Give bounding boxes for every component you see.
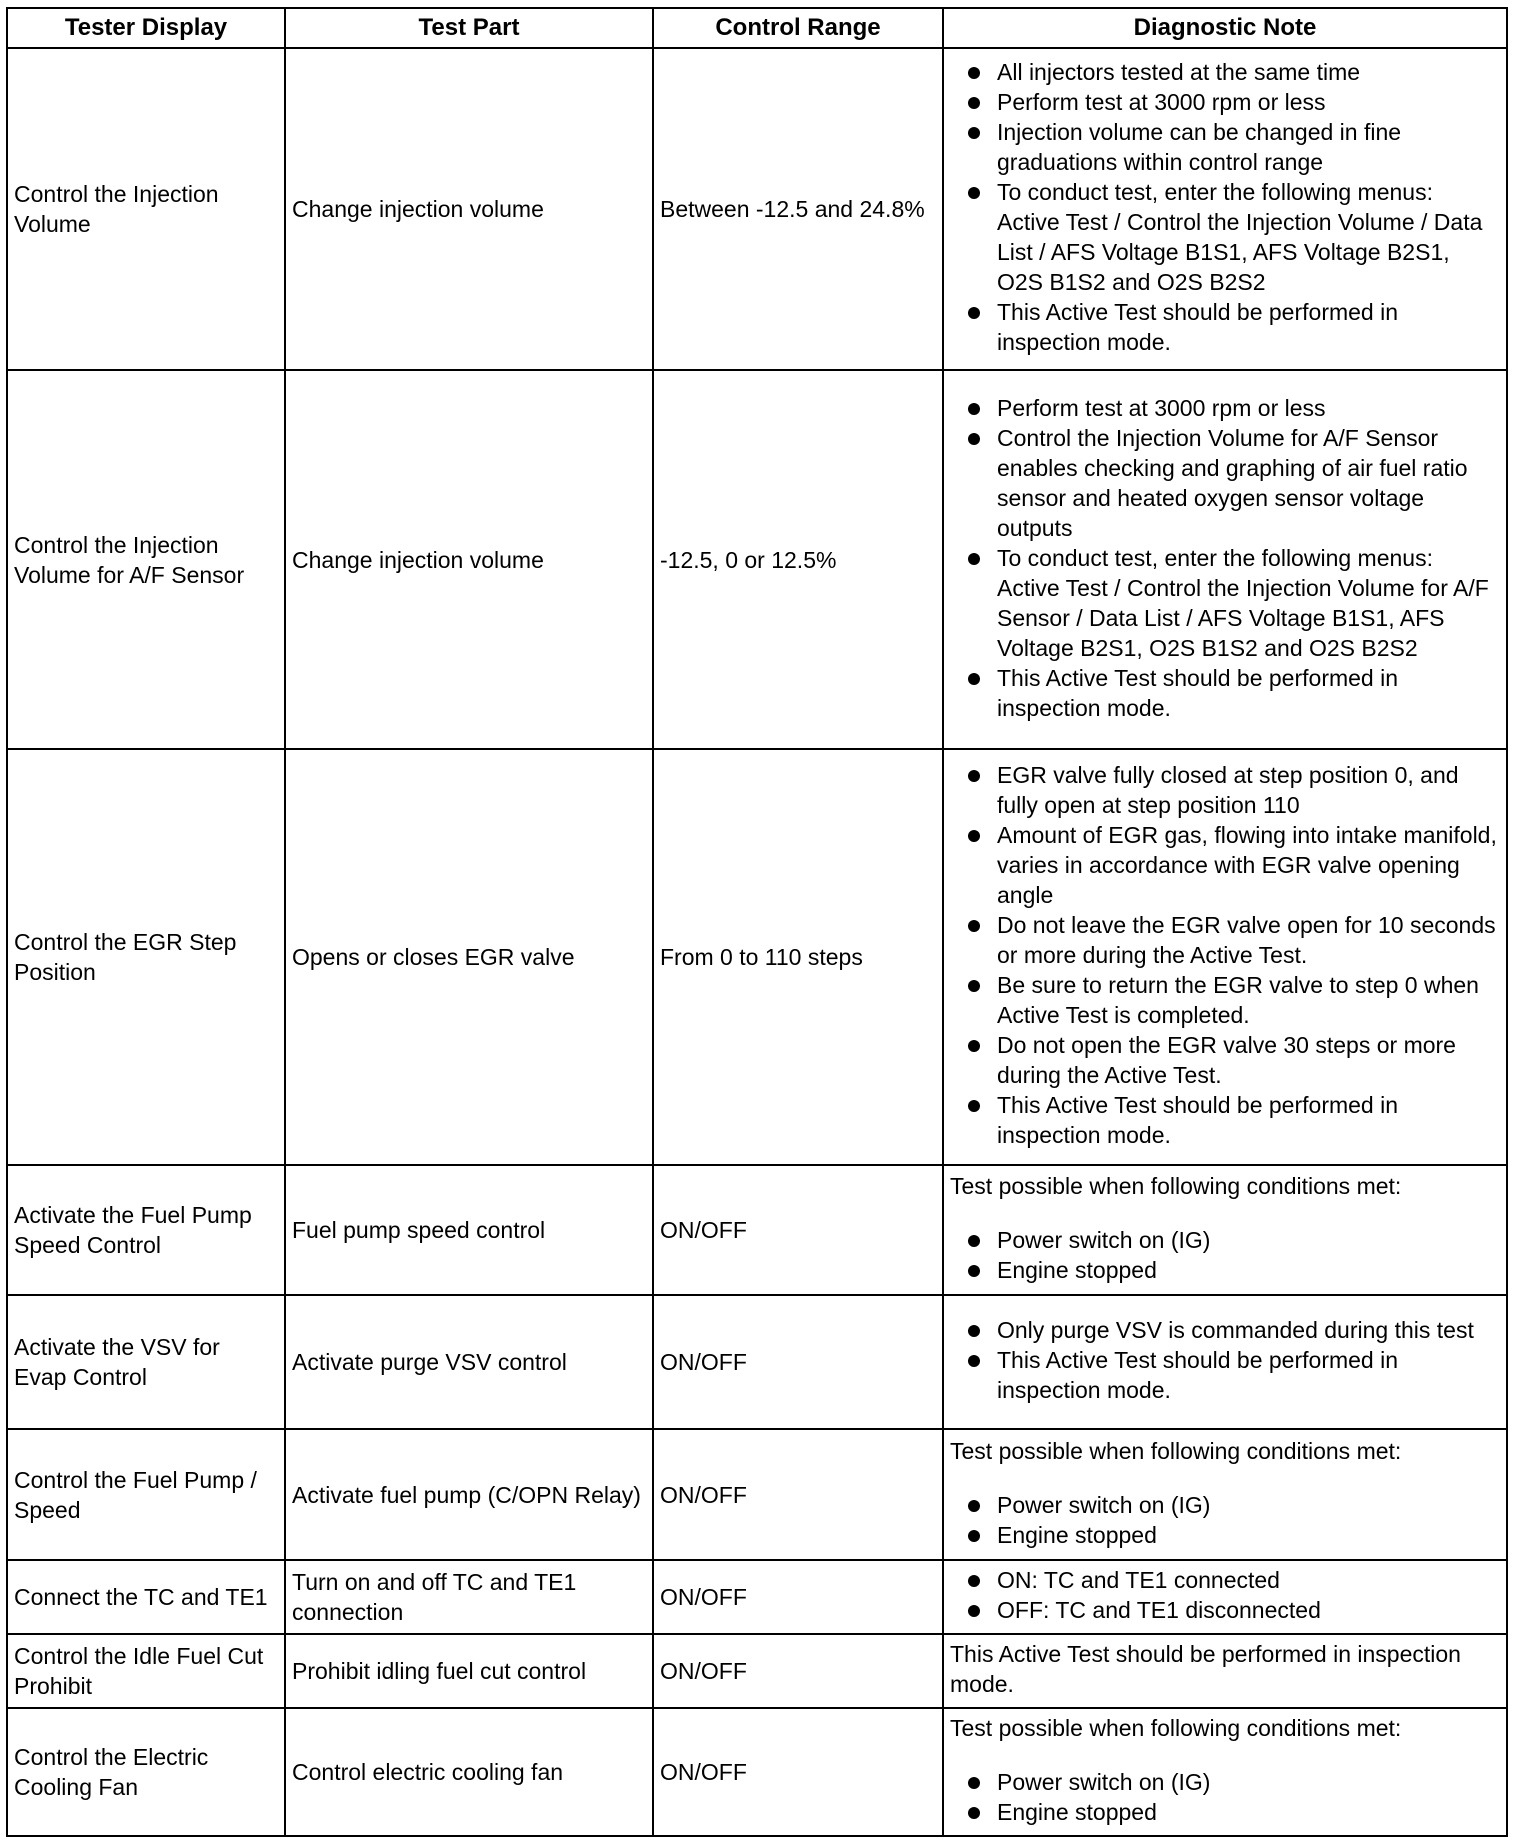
diagnostic-note-cell (943, 1295, 1507, 1429)
active-test-table (6, 7, 1508, 1837)
diagnostic-note-cell (943, 1429, 1507, 1560)
header-row (7, 8, 1507, 48)
header-control-range: Control Range (653, 8, 943, 48)
test-part-cell: Change injection volume (285, 370, 653, 749)
note-bullet-list (950, 760, 1500, 1150)
diagnostic-note-cell (943, 749, 1507, 1165)
header-diagnostic-note: Diagnostic Note (943, 8, 1507, 48)
note-bullet-item: Be sure to return the EGR valve to step 0 when Active Test is completed. (950, 970, 1500, 1030)
note-bullet-item: Power switch on (IG) (950, 1225, 1500, 1255)
tester-display-cell: Activate the VSV for Evap Control (7, 1295, 285, 1429)
header-test-part: Test Part (285, 8, 653, 48)
note-bullet-list (950, 1565, 1500, 1625)
note-bullet-item: To conduct test, enter the following menus: Active Test / Control the Injection Volume for A/F Sensor / Data List / AFS Voltage B1S1, AFS Voltage B2S1, O2S B1S2 and O2S B2S2 (950, 543, 1500, 663)
note-bullet-item: Engine stopped (950, 1520, 1500, 1550)
control-range-cell: ON/OFF (653, 1429, 943, 1560)
table-row (7, 1295, 1507, 1429)
table-row (7, 1634, 1507, 1708)
note-bullet-item: All injectors tested at the same time (950, 57, 1500, 87)
tester-display-cell: Control the EGR Step Position (7, 749, 285, 1165)
diagnostic-note-cell (943, 1708, 1507, 1836)
note-bullet-item: Control the Injection Volume for A/F Sensor enables checking and graphing of air fuel ratio sensor and heated oxygen sensor voltage outputs (950, 423, 1500, 543)
note-bullet-item: Injection volume can be changed in fine graduations within control range (950, 117, 1500, 177)
note-lead-text: This Active Test should be performed in inspection mode. (950, 1641, 1461, 1697)
control-range-cell: ON/OFF (653, 1708, 943, 1836)
test-part-cell: Activate fuel pump (C/OPN Relay) (285, 1429, 653, 1560)
tester-display-cell: Activate the Fuel Pump Speed Control (7, 1165, 285, 1295)
diagnostic-note-cell (943, 1165, 1507, 1295)
test-part-cell: Control electric cooling fan (285, 1708, 653, 1836)
note-bullet-item: Power switch on (IG) (950, 1490, 1500, 1520)
note-bullet-list (950, 1767, 1500, 1827)
table-row (7, 1165, 1507, 1295)
note-lead-text: Test possible when following conditions met: (950, 1715, 1402, 1741)
diagnostic-note-cell (943, 48, 1507, 370)
diagnostic-note-cell (943, 1634, 1507, 1708)
test-part-cell: Activate purge VSV control (285, 1295, 653, 1429)
table-row (7, 1560, 1507, 1634)
diagnostic-note-cell (943, 370, 1507, 749)
note-lead-text: Test possible when following conditions met: (950, 1437, 1402, 1464)
note-bullet-item: Engine stopped (950, 1797, 1500, 1827)
diagnostic-note-cell (943, 1560, 1507, 1634)
note-bullet-item: Perform test at 3000 rpm or less (950, 87, 1500, 117)
table-row (7, 1429, 1507, 1560)
control-range-cell: From 0 to 110 steps (653, 749, 943, 1165)
table-row (7, 1708, 1507, 1836)
control-range-cell: Between -12.5 and 24.8% (653, 48, 943, 370)
tester-display-cell: Control the Idle Fuel Cut Prohibit (7, 1634, 285, 1708)
tester-display-cell: Control the Injection Volume for A/F Sensor (7, 370, 285, 749)
note-bullet-list (950, 1490, 1500, 1550)
note-bullet-list (950, 393, 1500, 723)
note-bullet-item: ON: TC and TE1 connected (950, 1565, 1500, 1595)
note-bullet-item: OFF: TC and TE1 disconnected (950, 1595, 1500, 1625)
table-row (7, 749, 1507, 1165)
tester-display-cell: Control the Injection Volume (7, 48, 285, 370)
control-range-cell: ON/OFF (653, 1634, 943, 1708)
note-bullet-list (950, 1225, 1500, 1285)
control-range-cell: ON/OFF (653, 1560, 943, 1634)
note-bullet-item: This Active Test should be performed in inspection mode. (950, 663, 1500, 723)
table-row (7, 48, 1507, 370)
control-range-cell: -12.5, 0 or 12.5% (653, 370, 943, 749)
test-part-cell: Opens or closes EGR valve (285, 749, 653, 1165)
tester-display-cell: Control the Fuel Pump / Speed (7, 1429, 285, 1560)
test-part-cell: Turn on and off TC and TE1 connection (285, 1560, 653, 1634)
note-lead-text: Test possible when following conditions met: (950, 1173, 1402, 1199)
control-range-cell: ON/OFF (653, 1295, 943, 1429)
note-bullet-item: Perform test at 3000 rpm or less (950, 393, 1500, 423)
active-test-table-page (6, 7, 1508, 1837)
note-bullet-item: Amount of EGR gas, flowing into intake manifold, varies in accordance with EGR valve opening angle (950, 820, 1500, 910)
test-part-cell: Fuel pump speed control (285, 1165, 653, 1295)
test-part-cell: Change injection volume (285, 48, 653, 370)
tester-display-cell: Control the Electric Cooling Fan (7, 1708, 285, 1836)
note-bullet-item: Do not leave the EGR valve open for 10 seconds or more during the Active Test. (950, 910, 1500, 970)
note-bullet-item: This Active Test should be performed in inspection mode. (950, 297, 1500, 357)
table-row (7, 370, 1507, 749)
note-bullet-item: Power switch on (IG) (950, 1767, 1500, 1797)
note-bullet-item: Engine stopped (950, 1255, 1500, 1285)
note-bullet-item: Do not open the EGR valve 30 steps or more during the Active Test. (950, 1030, 1500, 1090)
note-bullet-list (950, 57, 1500, 357)
note-bullet-item: This Active Test should be performed in inspection mode. (950, 1090, 1500, 1150)
tester-display-cell: Connect the TC and TE1 (7, 1560, 285, 1634)
control-range-cell: ON/OFF (653, 1165, 943, 1295)
note-bullet-item: EGR valve fully closed at step position 0, and fully open at step position 110 (950, 760, 1500, 820)
note-bullet-item: This Active Test should be performed in inspection mode. (950, 1345, 1500, 1405)
note-bullet-item: Only purge VSV is commanded during this test (950, 1315, 1500, 1345)
table-body (7, 48, 1507, 1836)
test-part-cell: Prohibit idling fuel cut control (285, 1634, 653, 1708)
note-bullet-item: To conduct test, enter the following menus: Active Test / Control the Injection Volume / Data List / AFS Voltage B1S1, AFS Voltage B2S1, O2S B1S2 and O2S B2S2 (950, 177, 1500, 297)
note-bullet-list (950, 1315, 1500, 1405)
header-tester-display: Tester Display (7, 8, 285, 48)
